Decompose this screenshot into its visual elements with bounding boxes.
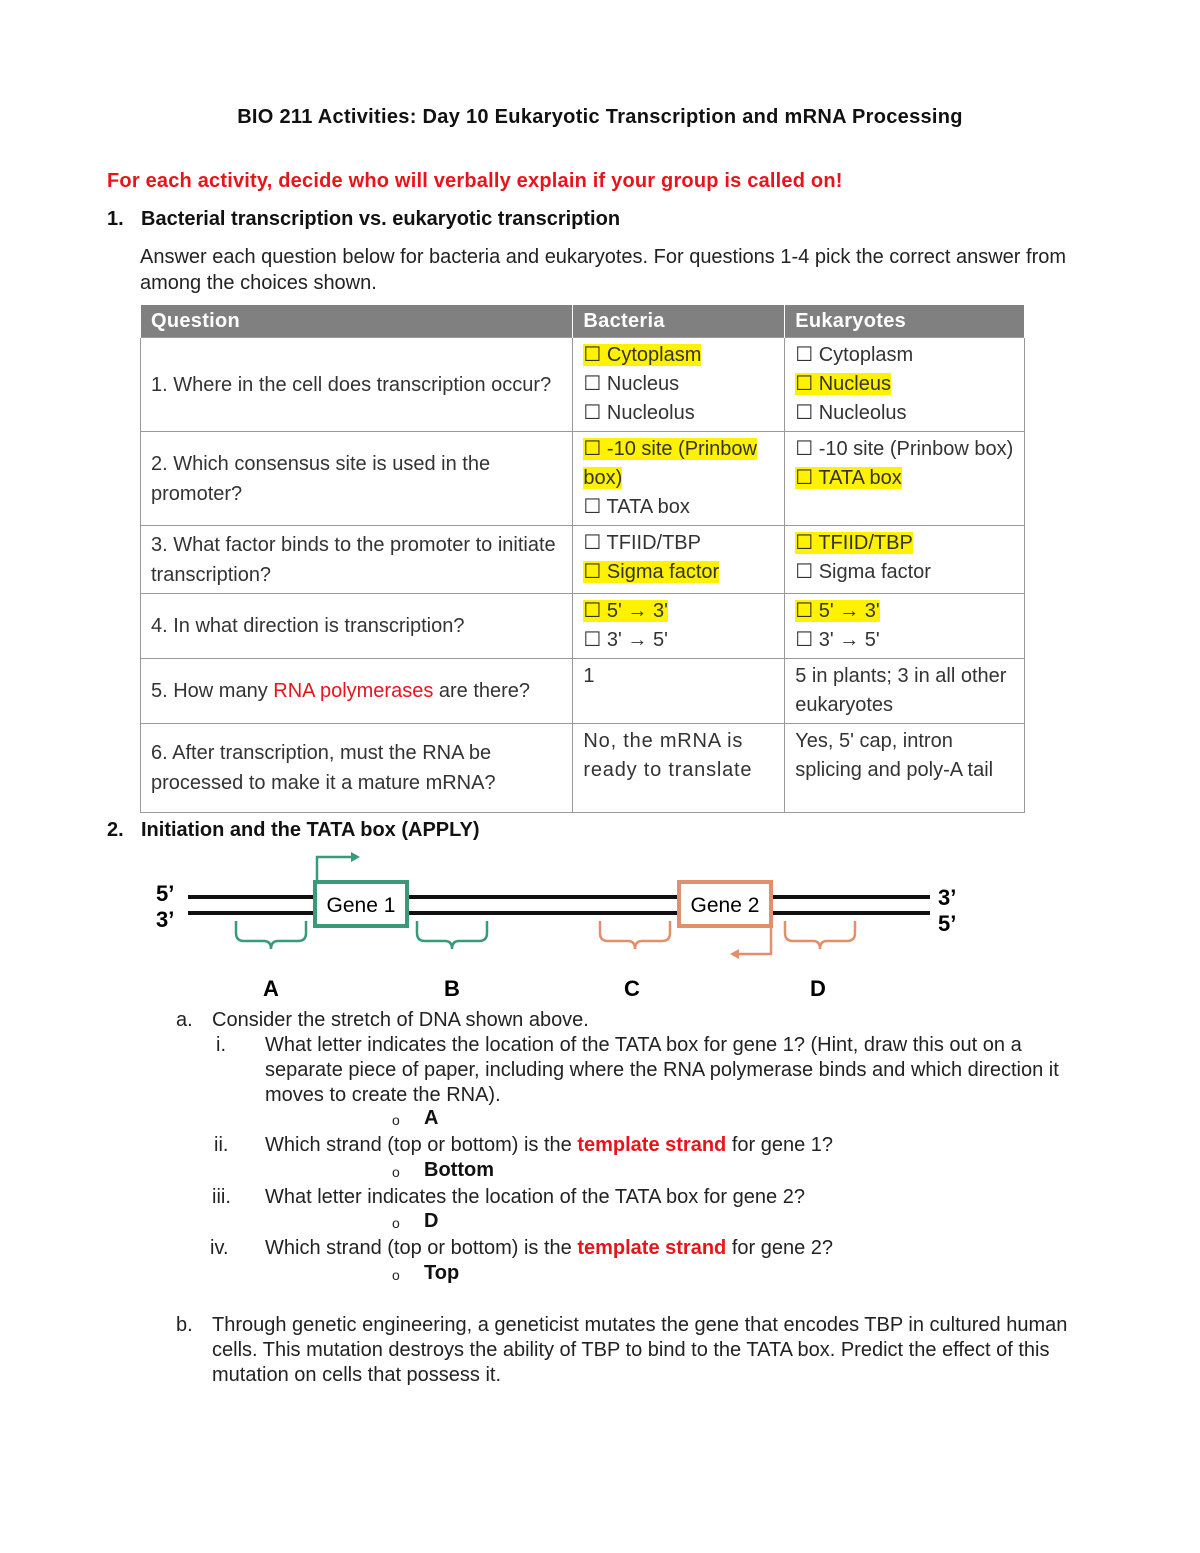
question-cell: 6. After transcription, must the RNA be processed to make it a mature mRNA? [141, 724, 573, 813]
table-row [141, 526, 1025, 594]
item-iv-marker: iv. [210, 1237, 229, 1259]
item-iv-bullet: o [392, 1267, 400, 1283]
option-label: TATA box [606, 496, 690, 518]
checkbox-icon: ☐ [795, 438, 814, 460]
item-iii-marker: iii. [212, 1186, 231, 1208]
answer-option [583, 435, 774, 493]
bacteria-cell [573, 338, 785, 432]
item-i-answer: A [424, 1107, 439, 1129]
checkbox-icon: ☐ [583, 532, 602, 554]
answer-option [795, 529, 1014, 558]
option-label: 5' → 3' [606, 600, 668, 622]
gene1-arrowhead-icon [351, 852, 360, 862]
checkbox-icon: ☐ [583, 373, 602, 395]
header-bacteria: Bacteria [573, 305, 785, 338]
item-i-bullet: o [392, 1112, 400, 1128]
option-label: Cytoplasm [818, 344, 914, 366]
checkbox-icon: ☐ [583, 438, 602, 460]
answer-option [583, 597, 774, 626]
question-cell: 1. Where in the cell does transcription occur? [141, 338, 573, 432]
item-ii-text: Which strand (top or bottom) is the template strand for gene 1? [265, 1134, 834, 1156]
option-label: 3' → 5' [606, 629, 668, 651]
part-b-text: Through genetic engineering, a geneticist mutates the gene that encodes TBP in cultured human cells. This mutation destroys the ability of TBP to bind to the TATA box. Predict the effect of this mutation on cells that possess it. [212, 1314, 1068, 1386]
answer-option [583, 493, 774, 522]
rna-polymerases-term: RNA polymerases [273, 680, 434, 702]
checkbox-icon: ☐ [583, 561, 602, 583]
gene2-arrowhead-icon [730, 949, 739, 959]
part-a-text: Consider the stretch of DNA shown above. [212, 1009, 589, 1031]
label-left-bottom: 3’ [156, 907, 175, 932]
item-ii-answer: Bottom [424, 1159, 494, 1181]
eukaryotes-cell: Yes, 5' cap, intron splicing and poly-A tail [785, 724, 1025, 813]
option-label: Cytoplasm [606, 344, 702, 366]
option-label: Sigma factor [606, 561, 720, 583]
section2-heading: Initiation and the TATA box (APPLY) [141, 819, 480, 841]
bacteria-cell: No, the mRNA is ready to translate [573, 724, 785, 813]
checkbox-icon: ☐ [795, 629, 814, 651]
option-label: TFIID/TBP [606, 532, 701, 554]
gene1-arrow-icon [317, 857, 352, 880]
table-row [141, 594, 1025, 659]
question-cell: 5. How many RNA polymerases are there? [141, 659, 573, 724]
table-row [141, 724, 1025, 813]
item-ii-marker: ii. [214, 1134, 229, 1156]
bacteria-cell [573, 432, 785, 526]
answer-option [795, 370, 1014, 399]
template-strand-term: template strand [577, 1237, 727, 1259]
table-row [141, 432, 1025, 526]
table-row [141, 338, 1025, 432]
option-label: TFIID/TBP [818, 532, 913, 554]
option-label: Nucleolus [606, 402, 695, 424]
answer-option [583, 399, 774, 428]
question-cell: 3. What factor binds to the promoter to initiate transcription? [141, 526, 573, 594]
option-label: Nucleolus [818, 402, 907, 424]
gene2-arrow-icon [738, 928, 771, 954]
part-a-marker: a. [176, 1009, 193, 1031]
gene1-label: Gene 1 [326, 894, 396, 917]
checkbox-icon: ☐ [795, 344, 814, 366]
group-instruction: For each activity, decide who will verbally explain if your group is called on! [107, 170, 843, 192]
checkbox-icon: ☐ [583, 496, 602, 518]
checkbox-icon: ☐ [583, 344, 602, 366]
answer-option [795, 597, 1014, 626]
table-row [141, 659, 1025, 724]
answer-option [795, 435, 1014, 464]
option-label: 3' → 5' [818, 629, 880, 651]
answer-option [795, 626, 1014, 655]
question-cell: 4. In what direction is transcription? [141, 594, 573, 659]
brace-b-icon [417, 921, 487, 949]
template-strand-term: template strand [577, 1134, 727, 1156]
label-right-bottom: 5’ [938, 911, 957, 936]
bacteria-cell [573, 526, 785, 594]
section1-number: 1. [107, 208, 124, 230]
answer-option [583, 341, 774, 370]
answer-option [583, 370, 774, 399]
answer-option [795, 341, 1014, 370]
checkbox-icon: ☐ [583, 600, 602, 622]
option-label: -10 site (Prinbow box) [818, 438, 1014, 460]
answer-option [795, 464, 1014, 493]
section2-number: 2. [107, 819, 124, 841]
question-cell: 2. Which consensus site is used in the promoter? [141, 432, 573, 526]
checkbox-icon: ☐ [795, 373, 814, 395]
brace-c-icon [600, 921, 670, 949]
eukaryotes-cell [785, 338, 1025, 432]
option-label: 5' → 3' [818, 600, 880, 622]
item-i-marker: i. [216, 1034, 226, 1056]
checkbox-icon: ☐ [795, 467, 814, 489]
item-iii-text: What letter indicates the location of the TATA box for gene 2? [265, 1186, 805, 1208]
label-left-top: 5’ [156, 881, 175, 906]
item-iii-bullet: o [392, 1215, 400, 1231]
comparison-table [140, 305, 1025, 813]
answer-option [583, 529, 774, 558]
option-label: Nucleus [818, 373, 891, 395]
checkbox-icon: ☐ [795, 532, 814, 554]
item-iv-text: Which strand (top or bottom) is the template strand for gene 2? [265, 1237, 834, 1259]
letter-a: A [263, 976, 279, 1001]
brace-d-icon [785, 921, 855, 949]
answer-option [795, 558, 1014, 587]
dna-diagram [140, 845, 1000, 1005]
part-b-marker: b. [176, 1314, 193, 1336]
eukaryotes-cell [785, 526, 1025, 594]
item-ii-bullet: o [392, 1164, 400, 1180]
section1-intro: Answer each question below for bacteria and eukaryotes. For questions 1-4 pick the correct answer from among the choices shown. [140, 246, 1067, 294]
table-header-row [141, 305, 1025, 338]
checkbox-icon: ☐ [583, 629, 602, 651]
letter-d: D [810, 976, 826, 1001]
checkbox-icon: ☐ [795, 600, 814, 622]
answer-option [795, 399, 1014, 428]
section1-heading: Bacterial transcription vs. eukaryotic transcription [141, 208, 621, 230]
eukaryotes-cell: 5 in plants; 3 in all other eukaryotes [785, 659, 1025, 724]
letter-b: B [444, 976, 460, 1001]
option-label: TATA box [818, 467, 902, 489]
label-right-top: 3’ [938, 885, 957, 910]
page-title: BIO 211 Activities: Day 10 Eukaryotic Transcription and mRNA Processing [237, 106, 963, 128]
option-label: Sigma factor [818, 561, 931, 583]
bacteria-cell [573, 594, 785, 659]
item-iii-answer: D [424, 1210, 439, 1232]
header-question: Question [141, 305, 573, 338]
gene2-label: Gene 2 [690, 894, 760, 917]
option-label: -10 site (Prinbow box) [583, 438, 757, 489]
answer-option [583, 626, 774, 655]
bacteria-cell: 1 [573, 659, 785, 724]
brace-a-icon [236, 921, 306, 949]
checkbox-icon: ☐ [795, 561, 814, 583]
checkbox-icon: ☐ [795, 402, 814, 424]
eukaryotes-cell [785, 432, 1025, 526]
option-label: Nucleus [606, 373, 680, 395]
letter-c: C [624, 976, 640, 1001]
eukaryotes-cell [785, 594, 1025, 659]
item-iv-answer: Top [424, 1262, 460, 1284]
item-i-text: What letter indicates the location of the TATA box for gene 1? (Hint, draw this out on a separate piece of paper, including where the RNA polymerase binds and which direction it moves to create the RNA). [265, 1034, 1059, 1106]
answer-option [583, 558, 774, 587]
header-eukaryotes: Eukaryotes [785, 305, 1025, 338]
checkbox-icon: ☐ [583, 402, 602, 424]
